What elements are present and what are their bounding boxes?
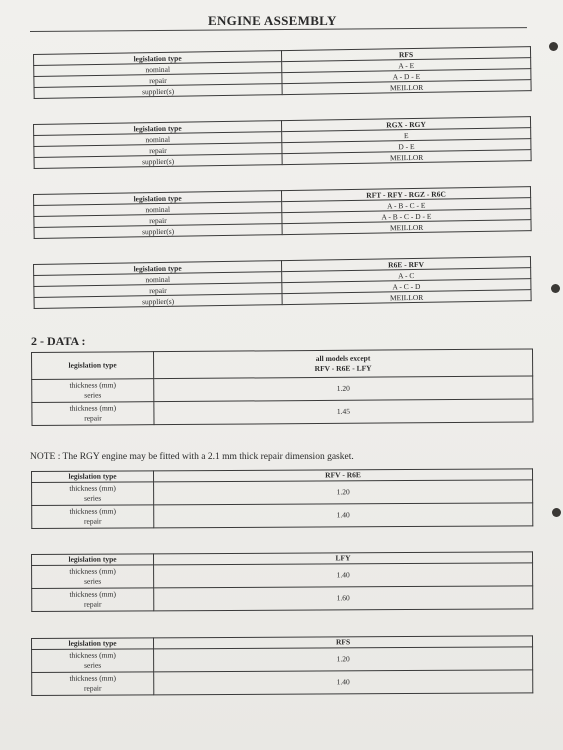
table-cell <box>32 482 154 506</box>
row-label: thickness (mm) <box>69 506 116 516</box>
table-cell: RGX - RGY <box>281 117 530 132</box>
header-line: RFV - R6E - LFY <box>314 363 372 374</box>
row-sublabel: series <box>84 576 102 586</box>
table-cell: nominal <box>34 132 282 147</box>
thickness-table-2 <box>31 468 533 529</box>
row-label: thickness (mm) <box>69 673 116 683</box>
table-cell: supplier(s) <box>34 84 282 99</box>
row-label: thickness (mm) <box>69 403 117 413</box>
marking-table-1 <box>33 46 532 99</box>
table-cell: E <box>282 128 531 143</box>
note-text: NOTE : The RGY engine may be fitted with a 2.1 mm thick repair dimension gasket. <box>30 452 354 462</box>
table-cell: 1.40 <box>154 503 533 528</box>
row-sublabel: repair <box>83 516 102 526</box>
table-cell <box>32 565 154 589</box>
table-cell: 1.40 <box>154 563 533 588</box>
table-cell: repair <box>34 73 282 88</box>
header-line: all models except <box>315 353 371 364</box>
table-cell: supplier(s) <box>34 294 282 309</box>
table-cell: A - E <box>282 58 531 73</box>
row-sublabel: repair <box>84 413 102 423</box>
row-sublabel: repair <box>83 683 102 693</box>
table-cell <box>32 505 154 529</box>
table-cell: repair <box>34 213 282 228</box>
table-cell: 1.60 <box>154 586 533 611</box>
table-cell: MEILLOR <box>282 220 531 235</box>
table-cell: LFY <box>154 552 533 565</box>
table-cell: A - D - E <box>282 69 531 84</box>
row-sublabel: series <box>84 390 102 400</box>
table-cell: legislation type <box>34 191 282 206</box>
table-cell: 1.20 <box>154 647 533 672</box>
table-cell <box>32 588 154 612</box>
binder-hole <box>552 508 561 517</box>
table-cell: legislation type <box>32 638 154 650</box>
table-cell <box>32 672 154 696</box>
row-label: thickness (mm) <box>69 589 116 599</box>
row-sublabel: series <box>84 493 102 503</box>
marking-table-3 <box>33 186 532 239</box>
table-cell: supplier(s) <box>34 224 282 239</box>
table-cell: repair <box>34 283 282 298</box>
row-label: thickness (mm) <box>69 566 116 576</box>
table-cell: legislation type <box>34 51 282 66</box>
page-title: ENGINE ASSEMBLY <box>208 13 337 28</box>
row-label: thickness (mm) <box>69 650 116 660</box>
table-cell: R6E - RFV <box>281 257 530 272</box>
table-cell: MEILLOR <box>282 80 531 95</box>
table-cell: MEILLOR <box>282 150 531 165</box>
table-cell: legislation type <box>32 352 154 380</box>
table-cell <box>32 402 154 426</box>
table-cell: A - B - C - E <box>282 198 531 213</box>
table-cell: supplier(s) <box>34 154 282 169</box>
table-cell: A - C <box>282 268 531 283</box>
row-label: thickness (mm) <box>69 380 116 390</box>
marking-table-4 <box>33 256 532 309</box>
table-cell: RFV - R6E <box>154 469 533 482</box>
section-heading: 2 - DATA : <box>31 334 86 348</box>
table-cell <box>32 379 154 403</box>
row-sublabel: series <box>84 660 102 670</box>
table-cell <box>32 649 154 673</box>
table-cell: 1.45 <box>154 399 533 425</box>
table-cell: RFS <box>154 636 533 649</box>
row-label: thickness (mm) <box>69 483 116 493</box>
thickness-table-4 <box>31 635 533 696</box>
table-cell: nominal <box>34 272 282 287</box>
table-cell: 1.20 <box>154 480 533 505</box>
table-cell: nominal <box>34 202 282 217</box>
thickness-table-3 <box>31 551 533 612</box>
table-cell: MEILLOR <box>282 290 531 305</box>
table-cell: D - E <box>282 139 531 154</box>
table-cell: nominal <box>34 62 282 77</box>
table-cell: A - B - C - D - E <box>282 209 531 224</box>
table-cell: RFS <box>281 47 530 62</box>
table-cell: legislation type <box>32 471 154 483</box>
binder-hole <box>549 42 558 51</box>
marking-table-2 <box>33 116 532 169</box>
table-cell: 1.40 <box>154 670 533 695</box>
table-cell: RFT - RFY - RGZ - R6C <box>281 187 530 202</box>
table-cell <box>154 349 533 379</box>
table-cell: legislation type <box>32 554 154 566</box>
table-cell: repair <box>34 143 282 158</box>
table-cell: 1.20 <box>154 376 533 402</box>
table-cell: A - C - D <box>282 279 531 294</box>
binder-hole <box>551 284 560 293</box>
row-sublabel: repair <box>83 599 102 609</box>
table-cell: legislation type <box>34 121 282 136</box>
table-cell: legislation type <box>34 261 282 276</box>
thickness-table-1 <box>31 348 534 426</box>
